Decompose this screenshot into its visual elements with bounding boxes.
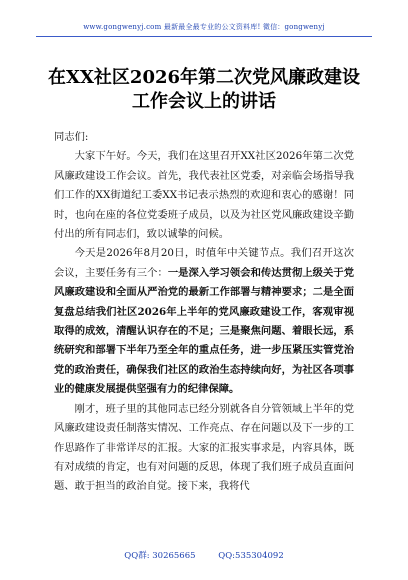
qq-contact-text: QQ:535304092 <box>218 551 284 561</box>
tasks-lead-text: 今天是2026年8月20日，时值年中关键节点。我们召开这次会议，主要任务有三个： <box>54 247 354 279</box>
tasks-bold-text: 一是深入学习领会和传达贯彻上级关于党风廉政建设和全面从严治党的最新工作部署与精神要求；二是全面复盘总结我们社区2026年上半年的党风廉政建设工作，客观审视取得的成效，清醒认识存在的不足；三是聚焦问题、着眼长远，系统研究和部署下半年乃至全年的重点任务，进一步压紧压实管党治党的政治责任，确保我们社区的政治生态持续向好，为社区各项事业的健康发展提供坚强有力的纪律保障。 <box>54 266 354 396</box>
paragraph-tasks <box>54 244 354 399</box>
header-divider <box>36 36 372 37</box>
salutation: 同志们: <box>54 131 89 143</box>
paragraph-opening: 大家下午好。今天，我们在这里召开XX社区2026年第二次党风廉政建设工作会议。首先，我代表社区党委，对亲临会场指导我们工作的XX街道纪工委XX书记表示热烈的欢迎和衷心的感谢！同时，也向在座的各位党委班子成员，以及为社区党风廉政建设辛勤付出的所有同志们，致以诚挚的问候。 <box>54 150 354 241</box>
document-body <box>54 128 354 497</box>
site-footer <box>0 549 408 561</box>
document-title: 在XX社区2026年第二次党风廉政建设工作会议上的讲话 <box>47 67 361 112</box>
paragraph-reports: 刚才，班子里的其他同志已经分别就各自分管领域上半年的党风廉政建设责任制落实情况、工作亮点、存在问题以及下一步的工作思路作了非常详尽的汇报。大家的汇报实事求是，内容具体，既有对成绩的肯定，也有对问题的反思，体现了我们班子成员直面问题、敢于担当的政治自觉。接下来，我将代 <box>54 402 354 493</box>
site-header: www.gongwenyj.com 最新最全最专业的公文资料库! 微信：gongwenyj <box>83 23 325 31</box>
qq-group-text: QQ群: 30265665 <box>124 551 196 561</box>
